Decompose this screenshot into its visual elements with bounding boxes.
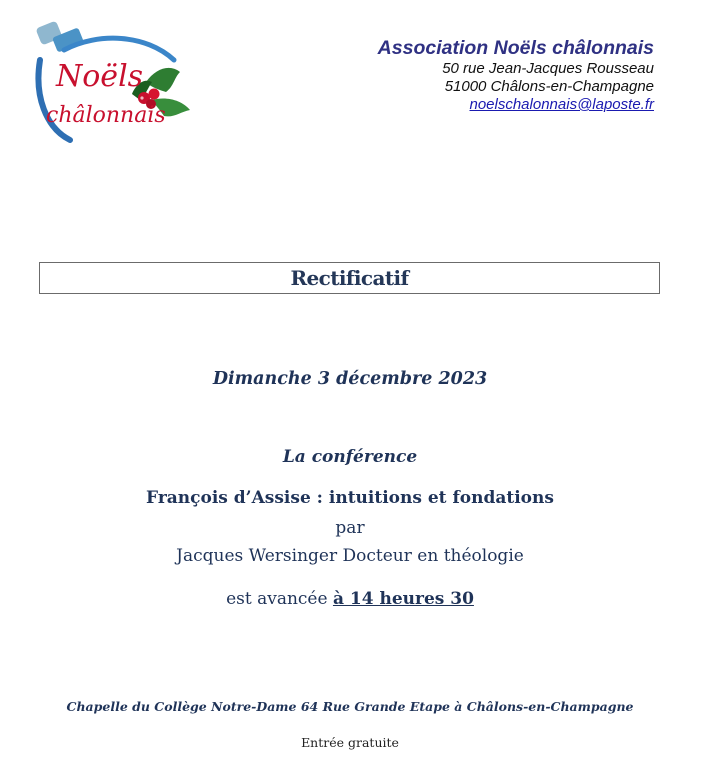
- entry-info: Entrée gratuite: [301, 735, 399, 750]
- logo-text-noels: Noëls: [56, 59, 144, 94]
- event-location: Chapelle du Collège Notre-Dame 64 Rue Grande Etape à Châlons-en-Champagne: [66, 699, 634, 714]
- ornament-logo-graphic: [28, 16, 200, 146]
- association-name: Association Noëls châlonnais: [377, 37, 654, 59]
- association-street: 50 rue Jean-Jacques Rousseau: [442, 60, 654, 77]
- new-time: à 14 heures 30: [332, 589, 474, 609]
- association-logo: [28, 16, 200, 146]
- time-change-prefix: est avancée: [226, 589, 333, 609]
- time-change-line: [0, 589, 700, 609]
- association-header: [378, 36, 654, 114]
- notice-title: Rectificatif: [290, 266, 409, 290]
- association-email-link[interactable]: noelschalonnais@laposte.fr: [469, 96, 654, 113]
- title-box: [39, 262, 660, 294]
- speaker-name: Jacques Wersinger Docteur en théologie: [176, 546, 524, 566]
- conference-topic: François d’Assise : intuitions et fondations: [146, 488, 554, 508]
- conference-label: La conférence: [282, 447, 418, 467]
- event-date: Dimanche 3 décembre 2023: [212, 369, 488, 389]
- by-label: par: [335, 518, 365, 538]
- logo-text-chalonnais: châlonnais: [46, 103, 166, 128]
- association-city: 51000 Châlons-en-Champagne: [444, 78, 654, 95]
